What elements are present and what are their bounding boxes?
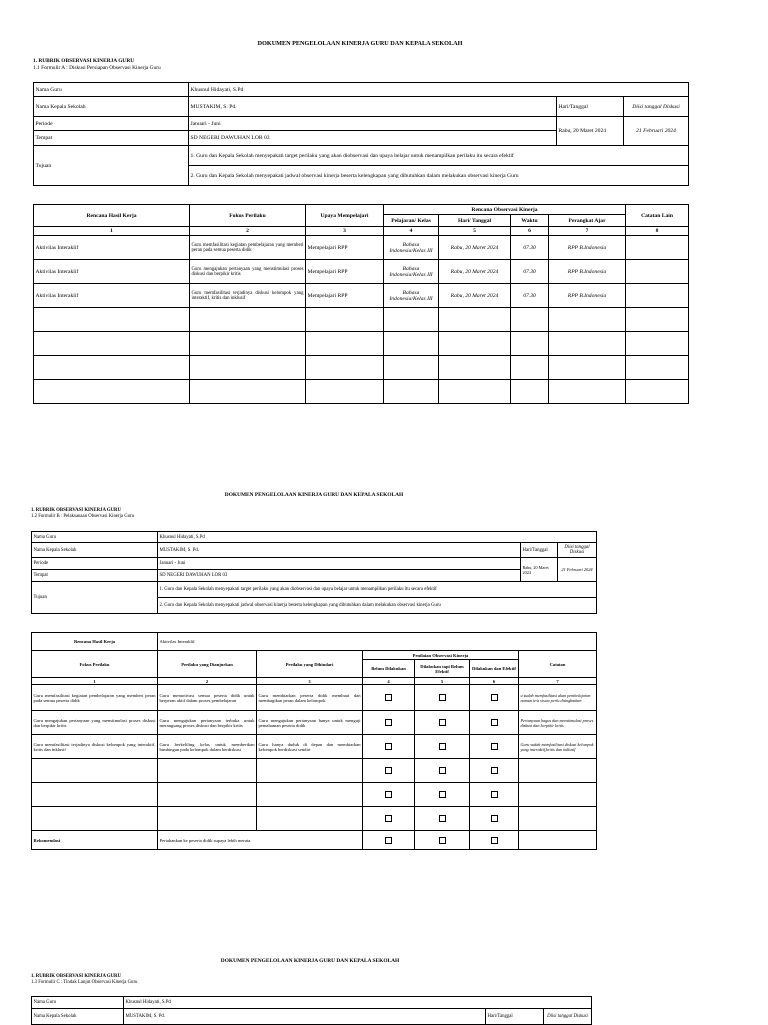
checkbox-belum[interactable] <box>385 837 392 844</box>
header-belum: Belum Dilakukan <box>363 660 415 678</box>
checkbox-belum[interactable] <box>385 719 392 726</box>
cell-dianjurkan: Guru memotivasi semua peserta didik untuk berperan aktif dalam proses pembelajaran <box>158 685 257 711</box>
cell-fokus: Guru memfasilitasi kegiatan pembelajaran yang memberi peran pada semua peserta didik <box>190 236 306 260</box>
value-tujuan1: 1. Guru dan Kepala Sekolah menyepakati target perilaku yang akan diobservasi dan upaya belajar untuk menampilkan perilaku itu secara efektif <box>189 146 689 166</box>
cell-catatan <box>626 260 689 284</box>
page3-form: 1.3 Formulir C : Tindak Lanjut Observasi Kinerja Guru <box>31 980 138 986</box>
value-tanggal2: 21 Februari 2024 <box>558 558 597 582</box>
label-nama-guru: Nama Guru <box>34 83 189 97</box>
cell-fokus: Guru memfasilitasi terjadinya diskusi kelompok yang interaktif, kritis dan inklusif <box>190 284 306 308</box>
value-tempat: SD NEGERI DAWUHAN LOR 03 <box>189 131 557 146</box>
page3-section: 1. RUBRIK OBSERVASI KINERJA GURU <box>31 974 121 979</box>
value-rencana: Aktivilas Interaklif <box>158 633 597 651</box>
col-num: 3 <box>306 227 384 236</box>
value-rekomendasi: Pertahankan ke peserta didik supaya lebih merata. <box>158 831 363 850</box>
page2-title: DOKUMEN PENGELOLAAN KINERJA GURU DAN KEPALA SEKOLAH <box>224 492 404 498</box>
cell-dihindari: Guru mengajukan pertanyaan hanya untuk menguji pemahaman peserta didik <box>257 711 363 735</box>
header-fokus: Fokus Perilaku <box>32 651 158 678</box>
cell-upaya: Mempelajari RPP <box>306 284 384 308</box>
header-catatan: Catatan Lain <box>626 205 689 227</box>
table-row <box>32 685 597 711</box>
cell-dihindari: Guru hanya duduk di depan dan membiarkan kelompok berdiskusi sendiri <box>257 735 363 759</box>
checkbox-belum[interactable] <box>385 743 392 750</box>
cell-catatan: u sudah memfasilitasi akan pembelajaran namun ie/a siswa perlu ditingkatkan <box>519 685 597 711</box>
label-tempat: Tempat <box>32 570 158 582</box>
cell-perangkat: RPP B.Indonesia <box>549 260 626 284</box>
cell-dianjurkan: Guru mengajukan pertanyaan terbuka untuk merangsang proses diskusi dan berpikir kritis <box>158 711 257 735</box>
label-hari: Hari/Tanggal <box>486 1009 544 1025</box>
cell-dihindari: Guru membiarkan peserta didik membuat dan membagikan peran dalam kelompok <box>257 685 363 711</box>
checkbox-efektif[interactable] <box>491 837 498 844</box>
value-diisi: Diisi tanggal Diskusi <box>544 1009 592 1025</box>
header-dihindari: Perilaku yang Dihindari <box>257 651 363 678</box>
checkbox-tapi-belum[interactable] <box>439 815 446 822</box>
col-num: 1 <box>32 678 158 685</box>
value-tanggal: Rabu, 20 Maret 2024 <box>521 558 558 582</box>
col-num: 4 <box>384 227 439 236</box>
label-hari: Hari/Tanggal <box>557 97 624 117</box>
value-nama-guru: Khusnul Hidayati, S.Pd <box>124 997 592 1009</box>
label-kepala: Nama Kepala Sekolah <box>32 543 158 558</box>
cell-upaya: Mempelajari RPP <box>306 236 384 260</box>
page3-info-table <box>31 996 592 1025</box>
col-num: 6 <box>511 227 549 236</box>
table-row-empty <box>34 332 689 356</box>
value-diisi: Diisi tanggal Diskusi <box>558 543 597 558</box>
table-row-empty <box>34 356 689 380</box>
checkbox-efektif[interactable] <box>491 743 498 750</box>
cell-waktu: 07.30 <box>511 260 549 284</box>
checkbox-efektif[interactable] <box>491 815 498 822</box>
col-num: 7 <box>519 678 597 685</box>
col-num: 6 <box>470 678 519 685</box>
checkbox-tapi-belum[interactable] <box>439 743 446 750</box>
value-tempat: SD NEGERI DAWUHAN LOR 03 <box>158 570 521 582</box>
page1-title: DOKUMEN PENGELOLAAN KINERJA GURU DAN KEPALA SEKOLAH <box>257 40 463 47</box>
table-row <box>34 284 689 308</box>
col-num: 2 <box>158 678 257 685</box>
cell-pelajaran: Bahasa Indonesia/Kelas III <box>384 236 439 260</box>
checkbox-tapi-belum[interactable] <box>439 791 446 798</box>
page3-section-heading <box>31 974 137 987</box>
col-num: 8 <box>626 227 689 236</box>
page1-info-table <box>33 82 689 186</box>
cell-dianjurkan: Guru berkeliling kelas untuk memberikan bimbingan pada kelompok dalam berdiskusi <box>158 735 257 759</box>
header-rencana: Rencana Hasil Kerja <box>32 633 158 651</box>
header-penilaian: Penilaian Observasi Kinerja <box>363 651 519 660</box>
cell-waktu: 07.30 <box>511 236 549 260</box>
cell-catatan <box>626 284 689 308</box>
label-nama-guru: Nama Guru <box>32 532 158 543</box>
cell-perangkat: RPP B.Indonesia <box>549 236 626 260</box>
label-hari: Hari/Tanggal <box>521 543 558 558</box>
cell-fokus: Guru mengajukan pertanyaan yang menstimulasi proses diskusi dan berpikir kritis <box>190 260 306 284</box>
checkbox-belum[interactable] <box>385 694 392 701</box>
value-periode: Januari - Juni <box>189 117 557 131</box>
col-num: 3 <box>257 678 363 685</box>
header-rencana: Rencana Hasil Kerja <box>34 205 190 227</box>
cell-catatan <box>626 236 689 260</box>
value-kepala: MUSTAKIM, S. Pd. <box>158 543 521 558</box>
col-num: 1 <box>34 227 190 236</box>
cell-hari: Rabu, 20 Maret 2024 <box>439 260 511 284</box>
header-rencana-observasi: Rencana Observasi Kinerja <box>384 205 626 215</box>
table-row-empty <box>32 759 597 783</box>
value-tanggal: Rabu, 20 Maret 2024 <box>557 117 624 146</box>
header-upaya: Upaya Mempelajari <box>306 205 384 227</box>
cell-hari: Rabu, 20 Maret 2024 <box>439 284 511 308</box>
table-row-empty <box>34 380 689 404</box>
value-tujuan2: 2. Guru dan Kepala Sekolah menyepakati jadwal observasi kinerja beserta kelengkapan yang dibutuhkan dalam melakukan observasi kinerja Guru <box>189 166 689 186</box>
header-dianjurkan: Perilaku yang Dianjurkan <box>158 651 257 678</box>
value-nama-guru: Khusnul Hidayati, S.Pd <box>189 83 689 97</box>
col-num: 7 <box>549 227 626 236</box>
cell-upaya: Mempelajari RPP <box>306 260 384 284</box>
value-tujuan1: 1. Guru dan Kepala Sekolah menyepakati target perilaku yang akan diobservasi dan upaya belajar untuk menampilkan perilaku itu secara efektif <box>158 582 597 598</box>
cell-hari: Rabu, 20 Maret 2024 <box>439 236 511 260</box>
page1-form: 1.1 Formulir A : Diskusi Persiapan Observasi Kinerja Guru <box>33 65 161 72</box>
page2-form: 1.2 Formulir B : Pelaksanaan Observasi Kinerja Guru <box>31 514 135 520</box>
cell-fokus: Guru mengajukan pertanyaan yang menstimulasi proses diskusi dan berpikir kritis <box>32 711 158 735</box>
page1-plan-table <box>33 204 689 404</box>
cell-rencana: Aktivilas Interaklif <box>34 260 190 284</box>
page3-title: DOKUMEN PENGELOLAAN KINERJA GURU DAN KEPALA SEKOLAH <box>220 958 400 964</box>
header-perangkat: Perangkat Ajar <box>549 215 626 227</box>
col-num: 4 <box>363 678 415 685</box>
checkbox-belum[interactable] <box>385 815 392 822</box>
table-row <box>32 735 597 759</box>
label-kepala: Nama Kepala Sekolah <box>34 97 189 117</box>
checkbox-tapi-belum[interactable] <box>439 694 446 701</box>
checkbox-tapi-belum[interactable] <box>439 837 446 844</box>
checkbox-efektif[interactable] <box>491 719 498 726</box>
cell-rencana: Aktivilas Interaklif <box>34 236 190 260</box>
table-row-empty <box>34 308 689 332</box>
rekomendasi-row <box>32 831 597 850</box>
header-fokus: Fokus Perilaku <box>190 205 306 227</box>
checkbox-belum[interactable] <box>385 791 392 798</box>
header-tapi-belum: Dilakukan tapi Belum Efektif <box>415 660 470 678</box>
checkbox-efektif[interactable] <box>491 791 498 798</box>
page2-observation-table <box>31 632 597 850</box>
page2-section-heading <box>31 508 134 521</box>
checkbox-tapi-belum[interactable] <box>439 719 446 726</box>
table-row <box>34 236 689 260</box>
table-row-empty <box>32 783 597 807</box>
page1-section-heading <box>33 58 161 73</box>
value-periode: Januari - Juni <box>158 558 521 570</box>
col-num: 5 <box>415 678 470 685</box>
page2-section: 1. RUBRIK OBSERVASI KINERJA GURU <box>31 508 121 513</box>
header-waktu: Waktu <box>511 215 549 227</box>
cell-fokus: Guru memfasilitasi kegiatan pembelajaran yang memberi peran pada semua peserta didik <box>32 685 158 711</box>
value-kepala: MUSTAKIM, S. Pd. <box>189 97 557 117</box>
header-hari: Hari/ Tanggal <box>439 215 511 227</box>
header-pelajaran: Pelajaran/ Kelas <box>384 215 439 227</box>
page2-info-table <box>31 531 597 614</box>
label-tempat: Tempat <box>34 131 189 146</box>
value-tanggal2: 21 Februari 2024 <box>624 117 689 146</box>
header-catatan: Catatan <box>519 651 597 678</box>
label-periode: Periode <box>34 117 189 131</box>
table-row <box>32 711 597 735</box>
cell-waktu: 07.30 <box>511 284 549 308</box>
label-nama-guru: Nama Guru <box>32 997 124 1009</box>
label-tujuan: Tujuan <box>32 582 158 614</box>
label-kepala: Nama Kepala Sekolah <box>32 1009 124 1025</box>
col-num: 5 <box>439 227 511 236</box>
table-row-empty <box>32 807 597 831</box>
cell-perangkat: RPP B.Indonesia <box>549 284 626 308</box>
cell-pelajaran: Bahasa Indonesia/Kelas III <box>384 284 439 308</box>
cell-rencana: Aktivilas Interaklif <box>34 284 190 308</box>
value-diisi: Diisi tanggal Diskusi <box>624 97 689 117</box>
value-nama-guru: Khusnul Hidayati, S.Pd <box>158 532 597 543</box>
table-row <box>34 260 689 284</box>
cell-pelajaran: Bahasa Indonesia/Kelas III <box>384 260 439 284</box>
page1-section: 1. RUBRIK OBSERVASI KINERJA GURU <box>33 58 135 64</box>
label-rekomendasi: Rekomendasi <box>32 831 158 850</box>
value-tujuan2: 2. Guru dan Kepala Sekolah menyepakati jadwal observasi kinerja beserta kelengkapan yang dibutuhkan dalam melakukan observasi kinerja Guru <box>158 598 597 614</box>
cell-fokus: Guru memfasilitasi terjadinya diskusi kelompok yang interaktif, kritis dan inklusif <box>32 735 158 759</box>
header-efektif: Dilakukan dan Efektif <box>470 660 519 678</box>
cell-catatan: Pertanyaan bagus dan menstimulasi proses diskusi dan berpikir kritis <box>519 711 597 735</box>
value-kepala: MUSTAKIM, S. Pd. <box>124 1009 486 1025</box>
label-periode: Periode <box>32 558 158 570</box>
label-tujuan: Tujuan <box>34 146 189 186</box>
checkbox-belum[interactable] <box>385 767 392 774</box>
cell-catatan: Guru sudah memfasilitasi diskusi kelompok yang interaktif,kritis dan inklusif <box>519 735 597 759</box>
checkbox-efektif[interactable] <box>491 694 498 701</box>
col-num: 2 <box>190 227 306 236</box>
checkbox-efektif[interactable] <box>491 767 498 774</box>
checkbox-tapi-belum[interactable] <box>439 767 446 774</box>
